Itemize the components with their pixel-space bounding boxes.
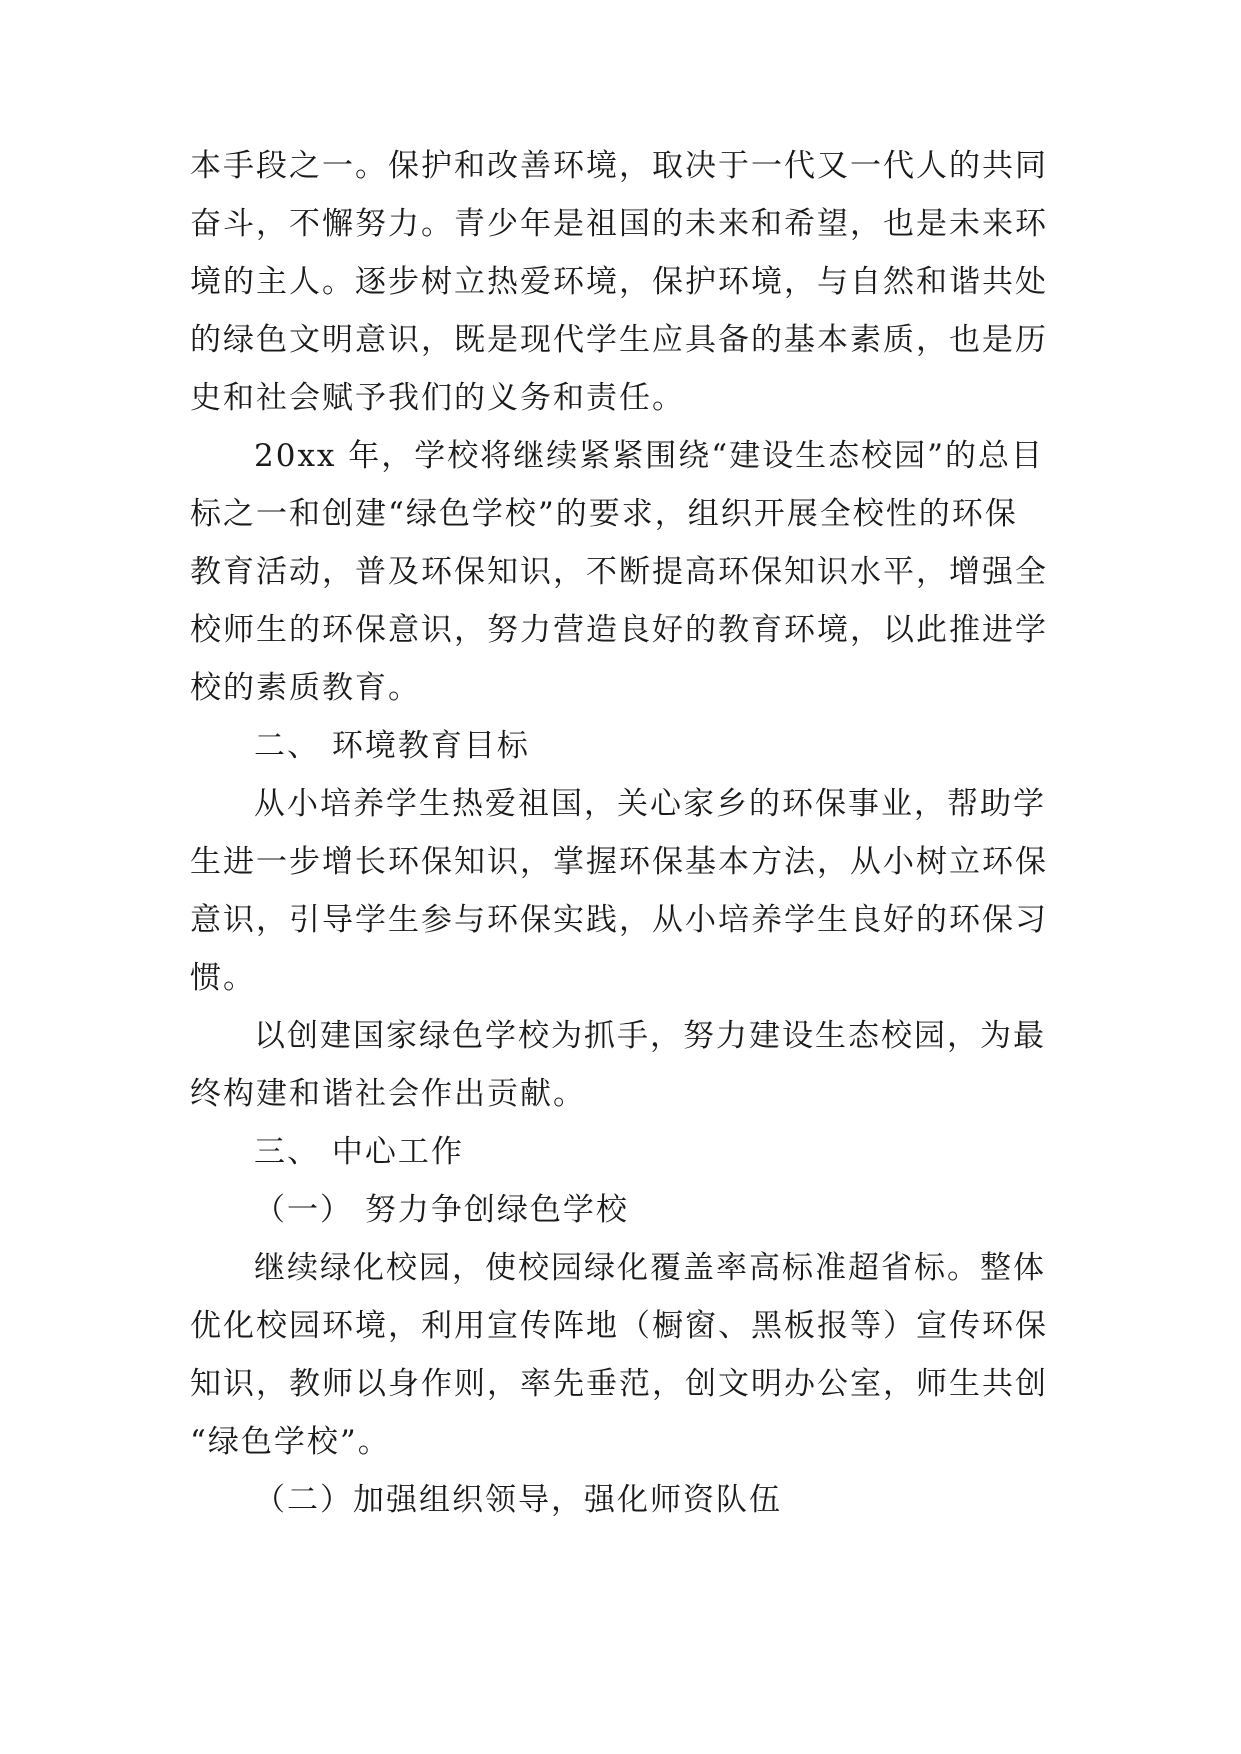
paragraph-school-plan [190, 427, 1050, 717]
paragraph-goals [190, 775, 1050, 1007]
text-line: 惯。 [190, 960, 256, 996]
text-line: 本手段之一。保护和改善环境，取决于一代又一代人的共同 [190, 148, 1048, 184]
sub-heading: （二）加强组织领导，强化师资队伍 [254, 1482, 782, 1518]
paragraph-intro-continuation [190, 137, 1050, 427]
sub-heading: （一） 努力争创绿色学校 [254, 1192, 629, 1228]
text-line: 以创建国家绿色学校为抓手，努力建设生态校园，为最 [254, 1018, 1046, 1054]
text-line: 教育活动，普及环保知识，不断提高环保知识水平，增强全 [190, 554, 1048, 590]
text-line: 境的主人。逐步树立热爱环境，保护环境，与自然和谐共处 [190, 264, 1048, 300]
text-line: 校的素质教育。 [190, 670, 421, 706]
text-line: “绿色学校”。 [190, 1424, 391, 1460]
text-line: 生进一步增长环保知识，掌握环保基本方法，从小树立环保 [190, 844, 1048, 880]
subheading-leadership [190, 1471, 1050, 1529]
subheading-green-school [190, 1181, 1050, 1239]
text-line: 的绿色文明意识，既是现代学生应具备的基本素质，也是历 [190, 322, 1048, 358]
section-heading-core-work [190, 1123, 1050, 1181]
text-line: 终构建和谐社会作出贡献。 [190, 1076, 586, 1112]
text-line: 史和社会赋予我们的义务和责任。 [190, 380, 685, 416]
section-heading: 二、 环境教育目标 [254, 728, 530, 764]
text-line: 从小培养学生热爱祖国，关心家乡的环保事业，帮助学 [254, 786, 1046, 822]
text-line: 知识，教师以身作则，率先垂范，创文明办公室，师生共创 [190, 1366, 1048, 1402]
document-body [190, 137, 1050, 1529]
text-line: 20xx 年，学校将继续紧紧围绕“建设生态校园”的总目 [254, 438, 1044, 474]
section-heading-goals [190, 717, 1050, 775]
text-line: 继续绿化校园，使校园绿化覆盖率高标准超省标。整体 [254, 1250, 1046, 1286]
text-line: 奋斗，不懈努力。青少年是祖国的未来和希望，也是未来环 [190, 206, 1048, 242]
text-line: 校师生的环保意识，努力营造良好的教育环境，以此推进学 [190, 612, 1048, 648]
text-line: 意识，引导学生参与环保实践，从小培养学生良好的环保习 [190, 902, 1048, 938]
text-line: 标之一和创建“绿色学校”的要求，组织开展全校性的环保 [190, 496, 1018, 532]
section-heading: 三、 中心工作 [254, 1134, 464, 1170]
paragraph-campus-greening [190, 1239, 1050, 1471]
text-line: 优化校园环境，利用宣传阵地（橱窗、黑板报等）宣传环保 [190, 1308, 1048, 1344]
paragraph-green-school [190, 1007, 1050, 1123]
